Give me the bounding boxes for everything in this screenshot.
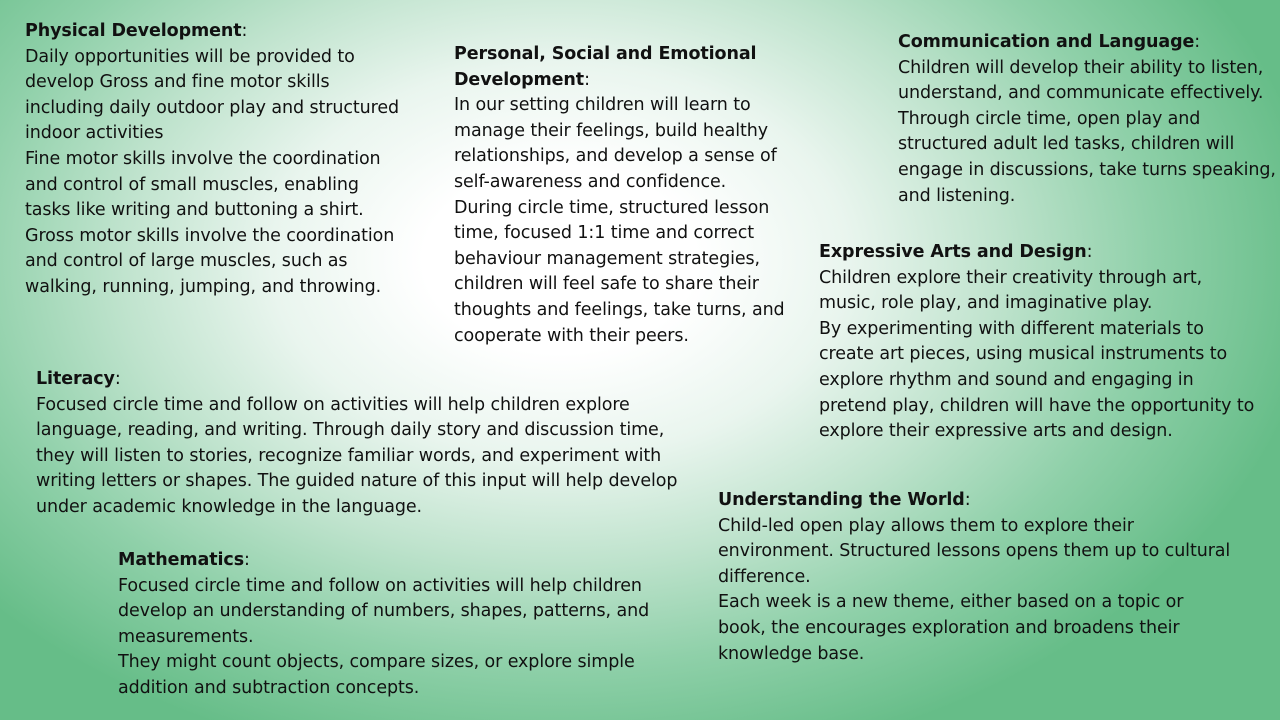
body-line: relationships, and develop a sense of bbox=[454, 146, 777, 167]
body-line: develop an understanding of numbers, shapes, patterns, and bbox=[118, 601, 650, 622]
section-understanding-the-world bbox=[718, 488, 1248, 667]
body-line: they will listen to stories, recognize familiar words, and experiment with bbox=[36, 445, 662, 466]
body-line: book, the encourages exploration and broadens their bbox=[718, 617, 1180, 638]
body-line: time, focused 1:1 time and correct bbox=[454, 223, 754, 244]
section-heading: Literacy: bbox=[36, 369, 121, 389]
section-heading: Development: bbox=[454, 69, 590, 90]
body-line: behaviour management strategies, bbox=[454, 248, 760, 269]
body-line: structured adult led tasks, children will bbox=[898, 134, 1235, 155]
body-line: By experimenting with different materials to bbox=[819, 318, 1204, 339]
body-line: Children explore their creativity through art, bbox=[819, 267, 1203, 288]
body-line: Children will develop their ability to listen, bbox=[898, 57, 1264, 78]
body-line: difference. bbox=[718, 566, 811, 587]
section-physical-development bbox=[25, 19, 415, 301]
section-mathematics bbox=[118, 548, 663, 702]
body-line: create art pieces, using musical instruments to bbox=[819, 344, 1228, 365]
body-line: engage in discussions, take turns speaking, bbox=[898, 159, 1276, 180]
body-line: and control of small muscles, enabling bbox=[25, 174, 359, 195]
section-expressive-arts-design bbox=[819, 240, 1269, 445]
body-line: children will feel safe to share their bbox=[454, 274, 759, 295]
section-literacy bbox=[36, 367, 696, 521]
body-line: Focused circle time and follow on activities will help children bbox=[118, 575, 642, 596]
body-line: Fine motor skills involve the coordination bbox=[25, 148, 381, 169]
body-line: Through circle time, open play and bbox=[898, 108, 1201, 129]
body-line: environment. Structured lessons opens them up to cultural bbox=[718, 541, 1231, 562]
body-line: knowledge base. bbox=[718, 643, 865, 664]
section-communication-language bbox=[898, 30, 1276, 209]
section-personal-social-emotional bbox=[454, 42, 794, 349]
body-line: manage their feelings, build healthy bbox=[454, 120, 768, 141]
section-heading: Personal, Social and Emotional bbox=[454, 44, 757, 64]
section-heading: Understanding the World: bbox=[718, 490, 971, 510]
body-line: explore their expressive arts and design. bbox=[819, 421, 1173, 442]
body-line: addition and subtraction concepts. bbox=[118, 677, 420, 698]
body-line: develop Gross and fine motor skills bbox=[25, 72, 330, 93]
body-line: Focused circle time and follow on activities will help children explore bbox=[36, 394, 630, 415]
body-line: and listening. bbox=[898, 185, 1016, 206]
body-line: under academic knowledge in the language. bbox=[36, 496, 423, 517]
body-line: Child-led open play allows them to explore their bbox=[718, 515, 1134, 536]
body-line: Gross motor skills involve the coordination bbox=[25, 225, 395, 246]
body-line: In our setting children will learn to bbox=[454, 95, 751, 116]
body-line: measurements. bbox=[118, 626, 254, 647]
body-line: self-awareness and confidence. bbox=[454, 171, 727, 192]
body-line: and control of large muscles, such as bbox=[25, 251, 348, 272]
body-line: cooperate with their peers. bbox=[454, 325, 689, 346]
body-line: tasks like writing and buttoning a shirt. bbox=[25, 200, 364, 221]
section-heading: Physical Development: bbox=[25, 21, 248, 41]
section-heading: Mathematics: bbox=[118, 550, 250, 570]
section-heading: Expressive Arts and Design: bbox=[819, 242, 1093, 262]
body-line: Each week is a new theme, either based on a topic or bbox=[718, 592, 1184, 613]
body-line: During circle time, structured lesson bbox=[454, 197, 770, 218]
body-line: music, role play, and imaginative play. bbox=[819, 293, 1153, 314]
body-line: They might count objects, compare sizes, or explore simple bbox=[118, 652, 635, 673]
body-line: language, reading, and writing. Through daily story and discussion time, bbox=[36, 420, 665, 441]
body-line: walking, running, jumping, and throwing. bbox=[25, 276, 382, 297]
body-line: thoughts and feelings, take turns, and bbox=[454, 299, 785, 320]
section-heading: Communication and Language: bbox=[898, 32, 1201, 52]
body-line: understand, and communicate effectively. bbox=[898, 83, 1264, 104]
body-line: Daily opportunities will be provided to bbox=[25, 46, 355, 67]
body-line: explore rhythm and sound and engaging in bbox=[819, 369, 1194, 390]
body-line: indoor activities bbox=[25, 123, 164, 144]
body-line: pretend play, children will have the opportunity to bbox=[819, 395, 1255, 416]
body-line: including daily outdoor play and structured bbox=[25, 97, 400, 118]
body-line: writing letters or shapes. The guided nature of this input will help develop bbox=[36, 471, 678, 492]
